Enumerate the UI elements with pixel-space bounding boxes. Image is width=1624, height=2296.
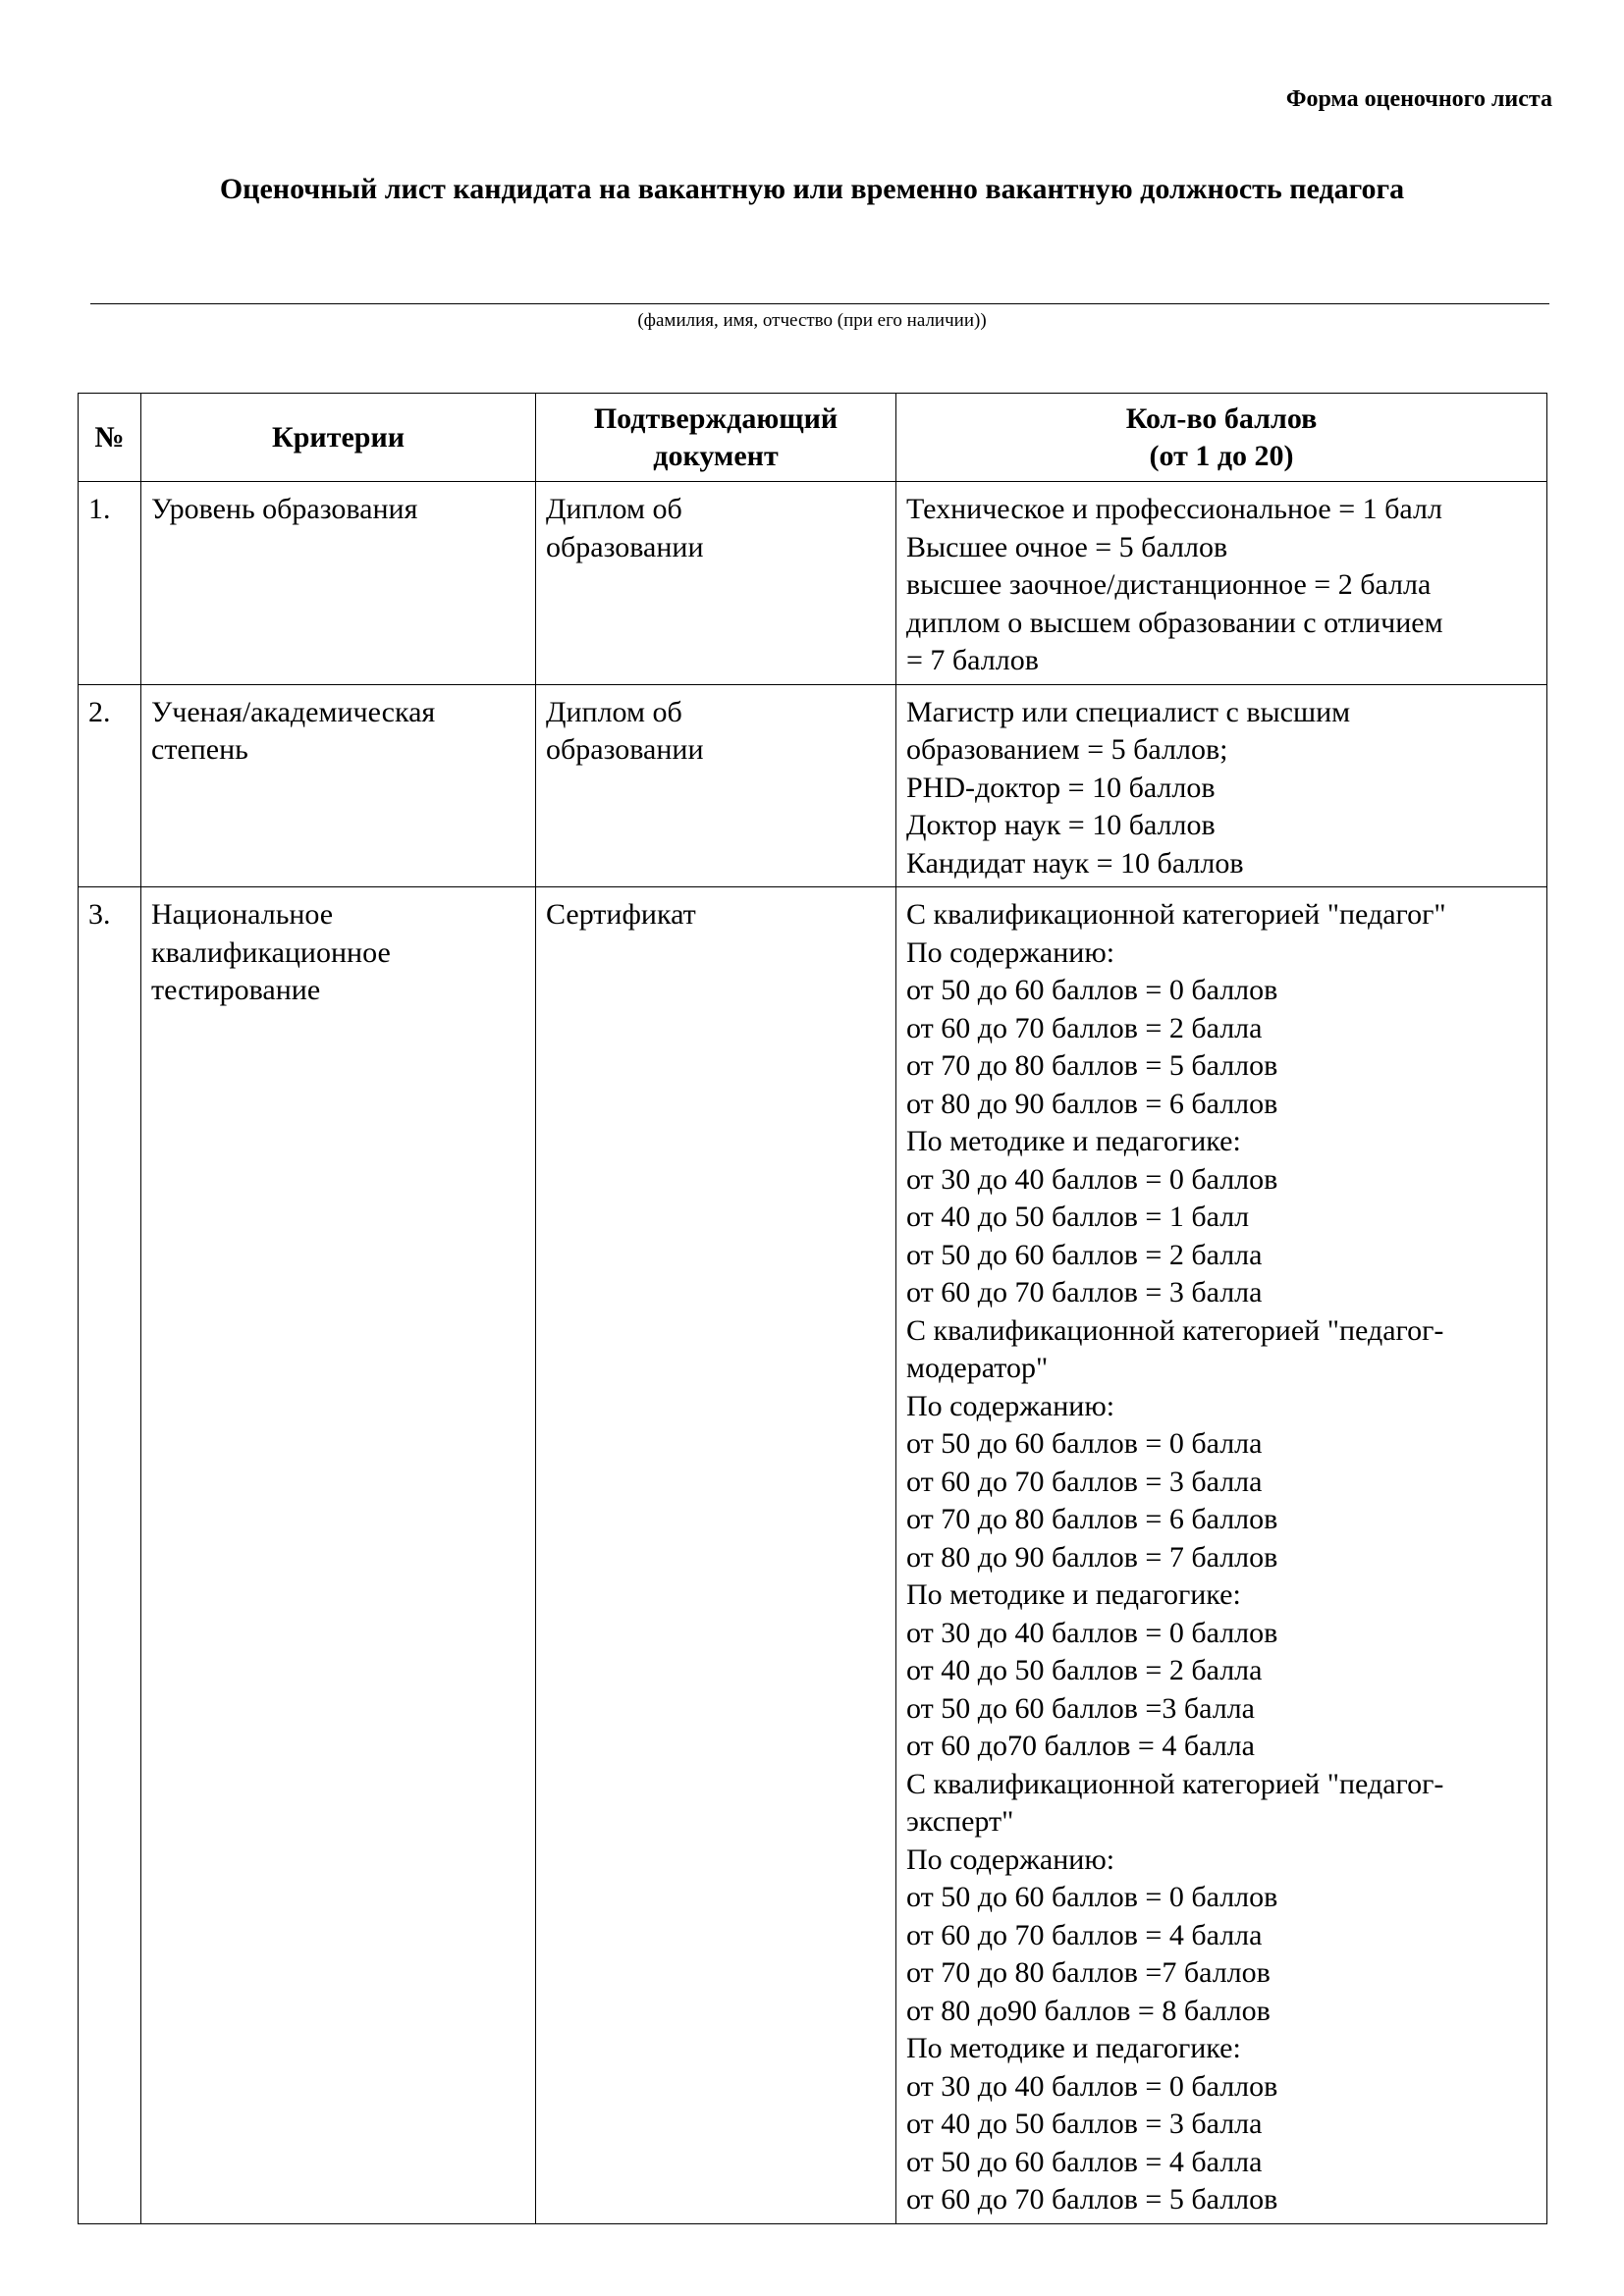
points-line: от 60 до 70 баллов = 5 баллов [906, 2183, 1278, 2216]
points-line: от 60 до 70 баллов = 3 балла [906, 1465, 1263, 1498]
document-title: Оценочный лист кандидата на вакантную или временно вакантную должность педагога [219, 173, 1405, 205]
header-points-line: (от 1 до 20) [1149, 439, 1294, 472]
points-line: диплом о высшем образовании с отличием [906, 606, 1443, 639]
points-line: По методике и педагогике: [906, 1578, 1241, 1611]
points-line: Техническое и профессиональное = 1 балл [906, 493, 1442, 525]
points-line: от 40 до 50 баллов = 2 балла [906, 1654, 1263, 1686]
points-line: от 50 до 60 баллов = 0 баллов [906, 974, 1278, 1006]
points-line: С квалификационной категорией "педагог" [906, 898, 1446, 931]
points-line: По содержанию: [906, 1842, 1115, 1876]
points-line: Кандидат наук = 10 баллов [906, 846, 1244, 880]
document-line: Диплом об [546, 695, 682, 728]
form-label: Форма оценочного листа [1285, 86, 1552, 112]
points-line: от 60 до 70 баллов = 3 балла [906, 1276, 1263, 1308]
table-row [79, 887, 1547, 2224]
document-line: Сертификат [546, 898, 696, 931]
points-line: Высшее очное = 5 баллов [906, 530, 1228, 563]
points-line: от 80 до 90 баллов = 6 баллов [906, 1087, 1278, 1120]
header-points [896, 394, 1547, 482]
document-line: образовании [546, 733, 704, 766]
header-document-line: Подтверждающий [593, 401, 839, 435]
points-line: С квалификационной категорией "педагог- [906, 1313, 1444, 1347]
candidate-name-line [90, 303, 1549, 304]
header-document-line: документ [653, 439, 779, 472]
points-cell [896, 684, 1547, 887]
points-line: от 70 до 80 баллов = 5 баллов [906, 1049, 1278, 1082]
document-line: образовании [546, 530, 704, 563]
points-line: от 50 до 60 баллов = 2 балла [906, 1238, 1263, 1271]
points-line: модератор" [906, 1352, 1049, 1384]
row-number: 2. [79, 684, 141, 887]
points-line: от 60 до 70 баллов = 2 балла [906, 1011, 1263, 1044]
points-line: от 60 до70 баллов = 4 балла [906, 1730, 1255, 1762]
points-line: Доктор наук = 10 баллов [906, 809, 1216, 841]
points-line: от 50 до 60 баллов = 4 балла [906, 2145, 1263, 2178]
points-line: от 50 до 60 баллов = 0 баллов [906, 1881, 1278, 1913]
table-row [79, 684, 1547, 887]
document-cell [536, 887, 896, 2224]
points-line: от 70 до 80 баллов = 6 баллов [906, 1503, 1278, 1535]
criteria-line: квалификационное [151, 935, 391, 969]
points-line: от 30 до 40 баллов = 0 баллов [906, 1616, 1278, 1649]
points-line: от 50 до 60 баллов =3 балла [906, 1691, 1255, 1725]
header-points-line: Кол-во баллов [1125, 401, 1318, 435]
points-line: от 80 до 90 баллов = 7 баллов [906, 1540, 1278, 1574]
points-line: образованием = 5 баллов; [906, 733, 1228, 766]
criteria-line: Национальное [151, 898, 334, 931]
row-number: 1. [79, 482, 141, 685]
row-number: 3. [79, 887, 141, 2224]
header-criteria: Критерии [141, 394, 536, 482]
points-line: По методике и педагогике: [906, 2032, 1241, 2064]
points-line: Магистр или специалист с высшим [906, 695, 1351, 728]
points-line: от 50 до 60 баллов = 0 балла [906, 1427, 1263, 1460]
table-body [79, 482, 1547, 2224]
criteria-cell [141, 887, 536, 2224]
points-line: от 60 до 70 баллов = 4 балла [906, 1918, 1263, 1951]
points-line: По содержанию: [906, 1389, 1115, 1422]
candidate-name-caption: (фамилия, имя, отчество (при его наличии)) [637, 310, 987, 331]
points-line: от 80 до90 баллов = 8 баллов [906, 1994, 1271, 2027]
evaluation-table [78, 393, 1547, 2224]
table-header-row [79, 394, 1547, 482]
header-number: № [79, 394, 141, 482]
document-cell [536, 684, 896, 887]
points-line: от 40 до 50 баллов = 1 балл [906, 1201, 1250, 1233]
points-line: от 30 до 40 баллов = 0 баллов [906, 2069, 1278, 2103]
document-cell [536, 482, 896, 685]
points-cell [896, 482, 1547, 685]
criteria-line: Уровень образования [151, 493, 418, 525]
criteria-cell [141, 684, 536, 887]
criteria-cell [141, 482, 536, 685]
points-line: от 40 до 50 баллов = 3 балла [906, 2108, 1263, 2140]
document-line: Диплом об [546, 493, 682, 525]
points-line: от 70 до 80 баллов =7 баллов [906, 1956, 1271, 1989]
points-line: эксперт" [906, 1805, 1014, 1838]
points-line: высшее заочное/дистанционное = 2 балла [906, 568, 1432, 601]
criteria-line: Ученая/академическая [151, 695, 436, 728]
points-line: По содержанию: [906, 935, 1115, 969]
points-cell [896, 887, 1547, 2224]
points-line: от 30 до 40 баллов = 0 баллов [906, 1162, 1278, 1196]
table-row [79, 482, 1547, 685]
header-document [536, 394, 896, 482]
criteria-line: степень [151, 733, 248, 766]
points-line: С квалификационной категорией "педагог- [906, 1767, 1444, 1800]
points-line: = 7 баллов [906, 644, 1039, 676]
criteria-line: тестирование [151, 974, 321, 1006]
points-line: По методике и педагогике: [906, 1125, 1241, 1157]
points-line: PHD-доктор = 10 баллов [906, 771, 1216, 804]
